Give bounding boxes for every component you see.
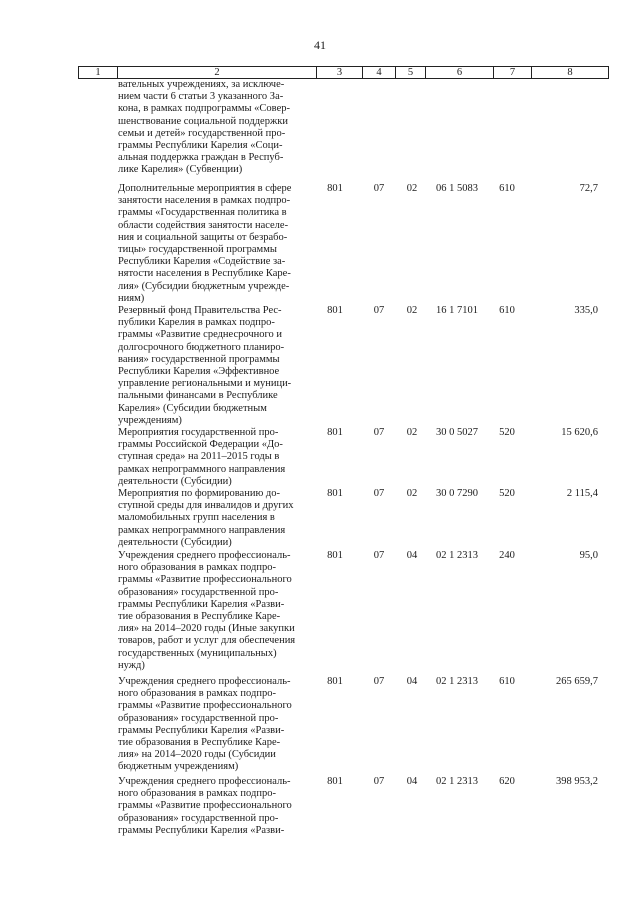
cell-ministry: 801 [327, 776, 343, 787]
cell-amount: 398 953,2 [556, 776, 598, 787]
cell-subsection: 02 [406, 488, 418, 499]
cell-expense-type: 520 [499, 427, 515, 438]
cell-subsection: 04 [406, 776, 418, 787]
row-description: Мероприятия государственной про- граммы Российской Федерации «До- ступная среда» на 2011–2015 годы в рамках непрограммного направления деятельности (Субсидии) [118, 427, 286, 487]
cell-expense-type: 610 [499, 183, 515, 194]
row-description: Дополнительные мероприятия в сфере занятости населения в рамках подпро- граммы «Государственная политика в области содействия занятости населе- ния и социальной защиты от безрабо- тицы» государственной программы Республики Карелия «Содействие за- нятости населения в Республике Каре- лия» (Субсидии бюджетным учрежде- ниям) [118, 183, 292, 304]
cell-section: 07 [373, 550, 385, 561]
cell-section: 07 [373, 776, 385, 787]
cell-amount: 335,0 [574, 305, 598, 316]
header-cell-8: 8 [567, 67, 573, 78]
cell-section: 07 [373, 488, 385, 499]
cell-ministry: 801 [327, 676, 343, 687]
cell-subsection: 04 [406, 676, 418, 687]
cell-target-article: 06 1 5083 [436, 183, 478, 194]
cell-target-article: 02 1 2313 [436, 676, 478, 687]
cell-target-article: 30 0 7290 [436, 488, 478, 499]
page-number: 41 [314, 38, 326, 52]
row-description: Резервный фонд Правительства Рес- публики Карелия в рамках подпро- граммы «Развитие среднесрочного и долгосрочного бюджетного планиро- вания» государственной программы Республики Карелия «Эффективное управление региональными и муници- пальными финансами в Республике Карелия» (Субсидии бюджетным учреждениям) [118, 305, 292, 426]
header-cell-1: 1 [79, 67, 118, 78]
header-cell-7: 7 [494, 67, 532, 78]
row-description: Учреждения среднего профессиональ- ного образования в рамках подпро- граммы «Развитие профессионального образования» государственной про- граммы Республики Карелия «Разви- [118, 776, 292, 836]
cell-ministry: 801 [327, 488, 343, 499]
cell-expense-type: 240 [499, 550, 515, 561]
row-description: Мероприятия по формированию до- ступной среды для инвалидов и других маломобильных групп населения в рамках непрограммного направления деятельности (Субсидии) [118, 488, 294, 548]
cell-amount: 2 115,4 [566, 488, 598, 499]
cell-ministry: 801 [327, 305, 343, 316]
header-cell-5: 5 [396, 67, 426, 78]
cell-expense-type: 620 [499, 776, 515, 787]
cell-subsection: 02 [406, 183, 418, 194]
cell-expense-type: 610 [499, 676, 515, 687]
cell-expense-type: 610 [499, 305, 515, 316]
header-cell-3: 3 [317, 67, 363, 78]
cell-amount: 265 659,7 [556, 676, 598, 687]
cell-target-article: 16 1 7101 [436, 305, 478, 316]
cell-amount: 72,7 [579, 183, 598, 194]
cell-amount: 15 620,6 [561, 427, 598, 438]
cell-subsection: 02 [406, 427, 418, 438]
cell-ministry: 801 [327, 183, 343, 194]
cell-section: 07 [373, 305, 385, 316]
row-description: Учреждения среднего профессиональ- ного образования в рамках подпро- граммы «Развитие профессионального образования» государственной про- граммы Республики Карелия «Разви- тие образования в Республике Каре- лия» на 2014–2020 годы (Иные закупки товаров, работ и услуг для обеспечения государственных (муниципальных) нужд) [118, 550, 296, 671]
cell-target-article: 02 1 2313 [436, 776, 478, 787]
header-cell-2: 2 [118, 67, 317, 78]
row-description: Учреждения среднего профессиональ- ного образования в рамках подпро- граммы «Развитие профессионального образования» государственной про- граммы Республики Карелия «Разви- тие образования в Республике Каре- лия» на 2014–2020 годы (Субсидии бюджетным учреждениям) [118, 676, 292, 773]
cell-ministry: 801 [327, 427, 343, 438]
cell-ministry: 801 [327, 550, 343, 561]
cell-target-article: 02 1 2313 [436, 550, 478, 561]
cell-section: 07 [373, 183, 385, 194]
header-cell-6: 6 [426, 67, 494, 78]
cell-subsection: 02 [406, 305, 418, 316]
cell-subsection: 04 [406, 550, 418, 561]
header-cell-4: 4 [363, 67, 396, 78]
cell-section: 07 [373, 427, 385, 438]
table-header-row [78, 66, 609, 79]
cell-amount: 95,0 [579, 550, 598, 561]
cell-section: 07 [373, 676, 385, 687]
cell-expense-type: 520 [499, 488, 515, 499]
row-description: вательных учреждениях, за исключе- нием части 6 статьи 3 указанного За- кона, в рамках подпрограммы «Совер- шенствование социальной поддержки семьи и детей» государственной про- граммы Республики Карелия «Соци- альная поддержка граждан в Респуб- лике Карелия» (Субвенции) [118, 79, 290, 176]
cell-target-article: 30 0 5027 [436, 427, 478, 438]
